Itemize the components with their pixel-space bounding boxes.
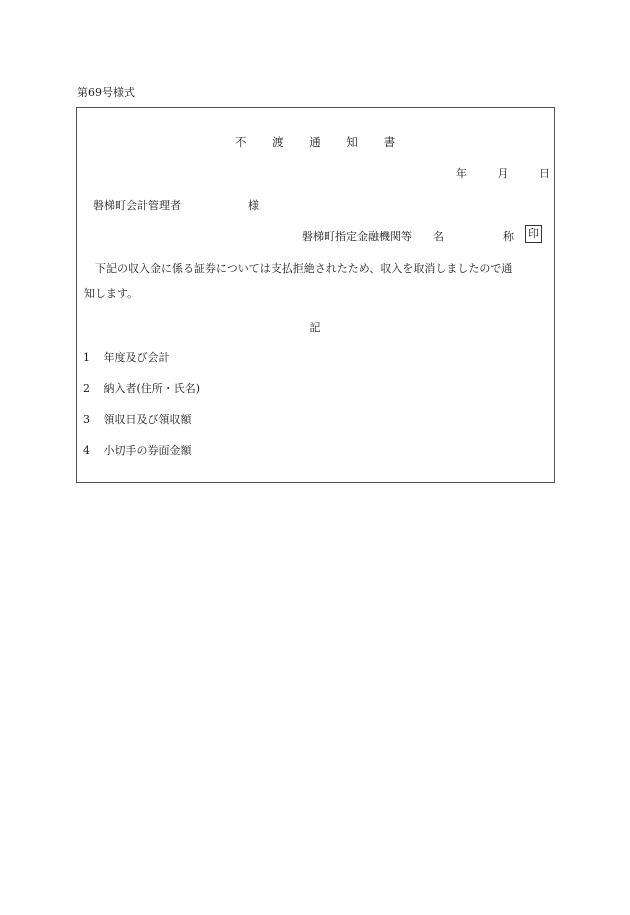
- list-item: [83, 411, 200, 442]
- item-number: 1: [83, 351, 90, 364]
- title-char: 知: [346, 135, 358, 149]
- item-number: 2: [83, 382, 90, 395]
- date-day: 日: [539, 167, 550, 180]
- list-item: [83, 442, 200, 473]
- document-title: [0, 134, 630, 150]
- form-number: 第69号様式: [77, 86, 135, 99]
- title-char: 通: [309, 135, 321, 149]
- date-year: 年: [456, 167, 467, 180]
- sender-name-label: 名: [433, 230, 444, 243]
- addressee-name: 磐梯町会計管理者: [93, 199, 181, 212]
- body-line-2: 知します。: [84, 287, 139, 300]
- item-label: 領収日及び領収額: [103, 413, 192, 426]
- sender-title-label: 称: [503, 230, 514, 243]
- ki-heading: 記: [309, 321, 321, 334]
- item-number: 3: [83, 413, 90, 426]
- list-item: [83, 380, 200, 411]
- item-label: 小切手の券面金額: [103, 444, 192, 457]
- item-number: 4: [83, 444, 90, 457]
- date-month: 月: [497, 167, 509, 180]
- title-char: 不: [234, 135, 247, 149]
- title-char: 渡: [272, 135, 284, 149]
- body-line-1: 下記の収入金に係る証券については支払拒絶されたため、収入を取消しましたので通: [95, 262, 513, 275]
- body-text: [84, 256, 554, 306]
- item-label: 納入者(住所・氏名): [103, 382, 201, 395]
- addressee-honorific: 様: [248, 199, 259, 212]
- item-list: [83, 349, 200, 473]
- list-item: [83, 349, 200, 380]
- sender-org: 磐梯町指定金融機関等: [302, 230, 412, 243]
- item-label: 年度及び会計: [103, 351, 170, 364]
- title-char: 書: [383, 135, 396, 149]
- date-line: [456, 165, 577, 181]
- addressee: [93, 197, 259, 213]
- seal-mark: 印: [525, 225, 542, 243]
- sender: [302, 227, 539, 244]
